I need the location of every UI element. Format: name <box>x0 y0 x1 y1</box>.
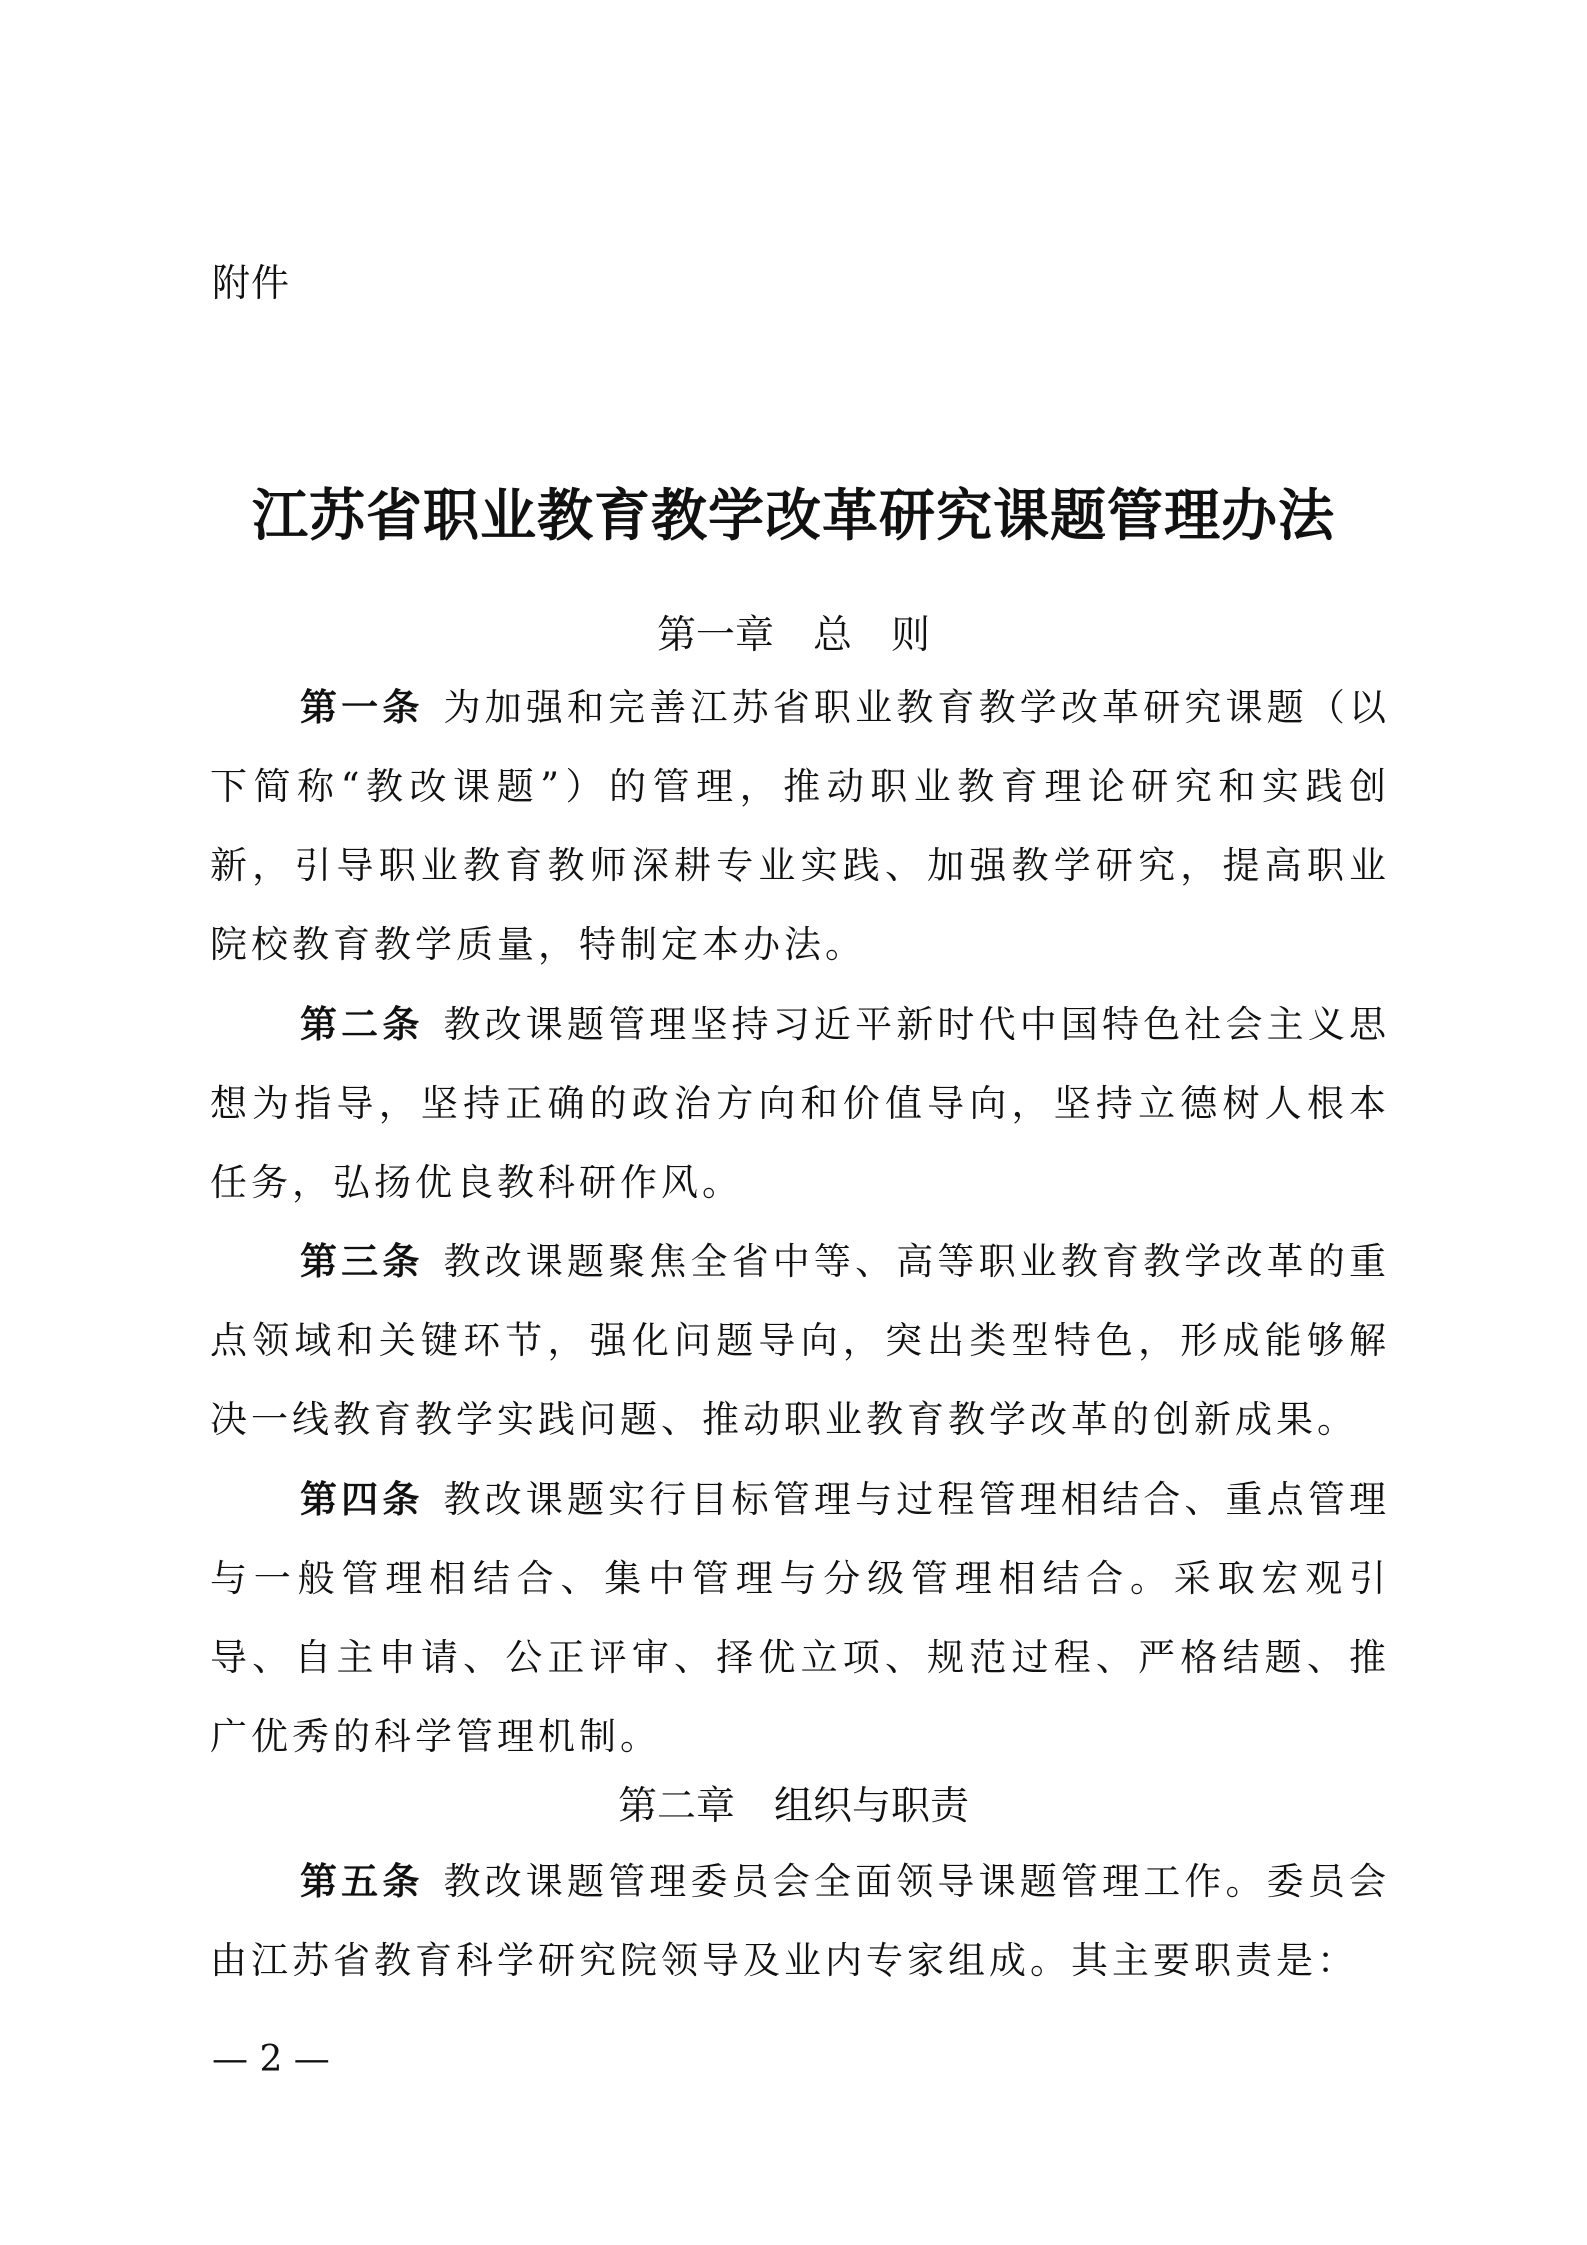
article-2-text: 教改课题管理坚持习近平新时代中国特色社会主义思想为指导，坚持正确的政治方向和价值导向，坚持立德树人根本任务，弘扬优良教科研作风。 <box>210 1003 1391 1204</box>
article-5-text: 教改课题管理委员会全面领导课题管理工作。委员会由江苏省教育科学研究院领导及业内专家组成。其主要职责是： <box>210 1860 1391 1982</box>
article-4-number: 第四条 <box>300 1478 424 1521</box>
article-1 <box>210 668 1390 984</box>
chapter-2-heading: 第二章 组织与职责 <box>617 1784 969 1829</box>
attachment-label: 附件 <box>212 261 291 305</box>
article-3-text: 教改课题聚焦全省中等、高等职业教育教学改革的重点领域和关键环节，强化问题导向，突出类型特色，形成能够解决一线教育教学实践问题、推动职业教育教学改革的创新成果。 <box>210 1240 1391 1441</box>
chapter-1-heading: 第一章 总 则 <box>656 613 930 658</box>
page-number: — 2 — <box>212 2039 330 2080</box>
article-1-number: 第一条 <box>300 686 424 729</box>
article-5-number: 第五条 <box>300 1860 424 1903</box>
article-4-text: 教改课题实行目标管理与过程管理相结合、重点管理与一般管理相结合、集中管理与分级管理相结合。采取宏观引导、自主申请、公正评审、择优立项、规范过程、严格结题、推广优秀的科学管理机制。 <box>210 1478 1391 1758</box>
article-1-text: 为加强和完善江苏省职业教育教学改革研究课题（以下简称“教改课题”）的管理，推动职业教育理论研究和实践创新，引导职业教育教师深耕专业实践、加强教学研究，提高职业院校教育教学质量，特制定本办法。 <box>210 686 1391 966</box>
article-2 <box>210 985 1390 1222</box>
article-3-number: 第三条 <box>300 1240 424 1283</box>
article-4 <box>210 1460 1390 1776</box>
article-2-number: 第二条 <box>300 1003 424 1046</box>
article-5 <box>210 1842 1390 2000</box>
article-3 <box>210 1222 1390 1459</box>
document-title: 江苏省职业教育教学改革研究课题管理办法 <box>252 483 1335 549</box>
